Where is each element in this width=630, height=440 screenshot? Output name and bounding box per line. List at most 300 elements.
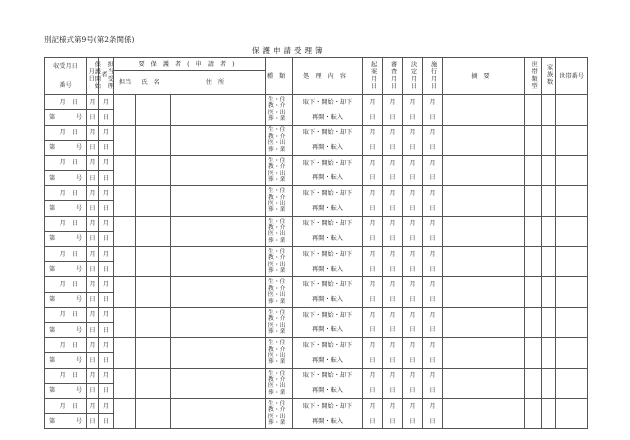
- household-no-cell[interactable]: [556, 125, 588, 155]
- register-title: 保護申請受理簿: [252, 46, 326, 55]
- receipt-date: 月 日: [45, 95, 86, 110]
- name-cell[interactable]: [136, 247, 171, 277]
- header-execution: 施行月日: [423, 58, 443, 95]
- process-options-top: 取下・開始・却下: [302, 159, 353, 167]
- process-options-bottom: 再開・転入: [312, 235, 343, 243]
- protect-start-cell[interactable]: 月 日: [87, 155, 99, 185]
- household-type-cell[interactable]: [525, 399, 542, 429]
- family-count-cell[interactable]: [542, 186, 556, 216]
- type-cell[interactable]: [266, 216, 293, 246]
- type-option: 生・住: [268, 400, 286, 407]
- review-cell[interactable]: 月 日: [383, 125, 403, 155]
- execution-cell[interactable]: 月 日: [423, 155, 443, 185]
- type-option: 葬・業: [268, 146, 286, 153]
- protect-start-cell[interactable]: 月 日: [87, 368, 99, 398]
- household-type-cell[interactable]: [525, 338, 542, 368]
- address-cell[interactable]: [171, 95, 266, 125]
- type-option: 教・介: [268, 225, 286, 231]
- number-prefix: 第: [49, 235, 56, 243]
- name-cell[interactable]: [136, 125, 171, 155]
- process-options-bottom: 再開・転入: [312, 144, 343, 151]
- header-review: 審査月日: [383, 58, 403, 95]
- type-option: 医・出: [268, 413, 286, 420]
- process-cell[interactable]: [293, 277, 363, 307]
- address-cell[interactable]: [171, 368, 266, 398]
- charge-case-cell[interactable]: 月 日: [99, 186, 114, 216]
- charge-cell[interactable]: [114, 399, 136, 429]
- header-draft: 起案月日: [363, 58, 383, 95]
- number-prefix: 第: [49, 144, 56, 152]
- name-cell[interactable]: [136, 186, 171, 216]
- draft-cell[interactable]: 月 日: [363, 338, 383, 368]
- number-prefix: 第: [49, 265, 56, 273]
- header-type: 種類: [266, 58, 293, 95]
- register-row: [45, 247, 588, 277]
- charge-case-cell[interactable]: 月 日: [99, 95, 114, 125]
- process-options-bottom: 再開・転入: [312, 356, 343, 364]
- charge-case-cell[interactable]: 月 日: [99, 399, 114, 429]
- process-options-top: 取下・開始・却下: [302, 190, 353, 198]
- address-cell[interactable]: [171, 125, 266, 155]
- address-cell[interactable]: [171, 307, 266, 337]
- charge-case-cell[interactable]: 月 日: [99, 216, 114, 246]
- number-prefix: 第: [49, 296, 56, 304]
- household-type-cell[interactable]: [525, 186, 542, 216]
- household-no-cell[interactable]: [556, 155, 588, 185]
- charge-cell[interactable]: [114, 277, 136, 307]
- charge-cell[interactable]: [114, 95, 136, 125]
- process-options-bottom: 再開・転入: [312, 295, 343, 303]
- register-row: [45, 216, 588, 246]
- draft-cell[interactable]: 月 日: [363, 399, 383, 429]
- type-option: 医・出: [268, 109, 286, 116]
- household-type-cell[interactable]: [525, 307, 542, 337]
- protect-start-cell[interactable]: 月 日: [87, 95, 99, 125]
- register-row: [45, 277, 588, 307]
- family-count-cell[interactable]: [542, 399, 556, 429]
- header-address: 住所: [205, 78, 231, 86]
- number-suffix: 号: [75, 296, 82, 304]
- process-options-top: 取下・開始・却下: [302, 250, 353, 258]
- summary-cell[interactable]: [443, 338, 525, 368]
- type-cell[interactable]: [266, 95, 293, 125]
- header-receipt: [45, 58, 87, 95]
- name-cell[interactable]: [136, 399, 171, 429]
- receipt-cell[interactable]: [45, 368, 87, 398]
- decision-cell[interactable]: 月 日: [403, 307, 423, 337]
- household-type-cell[interactable]: [525, 277, 542, 307]
- summary-cell[interactable]: [443, 125, 525, 155]
- type-option: 医・出: [268, 170, 286, 177]
- summary-cell[interactable]: [443, 307, 525, 337]
- decision-cell[interactable]: 月 日: [403, 368, 423, 398]
- number-suffix: 号: [75, 356, 82, 364]
- process-cell[interactable]: [293, 307, 363, 337]
- execution-cell[interactable]: 月 日: [423, 368, 443, 398]
- family-count-cell[interactable]: [542, 338, 556, 368]
- process-options-top: 取下・開始・却下: [302, 98, 353, 106]
- process-options-bottom: 再開・転入: [312, 326, 343, 334]
- execution-cell[interactable]: 月 日: [423, 125, 443, 155]
- address-cell[interactable]: [171, 155, 266, 185]
- type-option: 葬・業: [268, 359, 286, 366]
- type-cell[interactable]: [266, 338, 293, 368]
- charge-cell[interactable]: [114, 125, 136, 155]
- protect-start-cell[interactable]: 月 日: [87, 338, 99, 368]
- type-option: 生・住: [268, 127, 286, 134]
- receipt-date: 月 日: [45, 338, 86, 353]
- receipt-date: 月 日: [45, 186, 86, 201]
- header-household-type: 世帯類型: [525, 58, 542, 95]
- process-options-top: 取下・開始・却下: [302, 129, 353, 137]
- number-suffix: 号: [75, 205, 82, 213]
- number-prefix: 第: [49, 417, 56, 425]
- header-decision: 決定月日: [403, 58, 423, 95]
- draft-cell[interactable]: 月 日: [363, 368, 383, 398]
- charge-case-cell[interactable]: 月 日: [99, 368, 114, 398]
- draft-cell[interactable]: 月 日: [363, 125, 383, 155]
- type-cell[interactable]: [266, 307, 293, 337]
- family-count-cell[interactable]: [542, 307, 556, 337]
- type-option: 葬・業: [268, 268, 286, 275]
- household-type-cell[interactable]: [525, 368, 542, 398]
- process-options-top: 取下・開始・却下: [302, 372, 353, 380]
- process-options-bottom: 再開・転入: [312, 417, 343, 425]
- protect-start-cell[interactable]: 月 日: [87, 186, 99, 216]
- number-prefix: 第: [49, 387, 56, 395]
- review-cell[interactable]: 月 日: [383, 399, 403, 429]
- number-suffix: 号: [75, 265, 82, 273]
- form-number-note: 別記様式第9号(第2条関係): [44, 35, 135, 44]
- header-receipt-date: 収受月日: [53, 63, 78, 71]
- draft-cell[interactable]: 月 日: [363, 216, 383, 246]
- process-cell[interactable]: [293, 247, 363, 277]
- charge-cell[interactable]: [114, 216, 136, 246]
- family-count-cell[interactable]: [542, 95, 556, 125]
- type-option: 葬・業: [268, 389, 286, 396]
- execution-cell[interactable]: 月 日: [423, 307, 443, 337]
- decision-cell[interactable]: 月 日: [403, 247, 423, 277]
- name-cell[interactable]: [136, 216, 171, 246]
- draft-cell[interactable]: 月 日: [363, 277, 383, 307]
- type-option: 葬・業: [268, 328, 286, 335]
- review-cell[interactable]: 月 日: [383, 247, 403, 277]
- charge-case-cell[interactable]: 月 日: [99, 277, 114, 307]
- decision-cell[interactable]: 月 日: [403, 125, 423, 155]
- review-cell[interactable]: 月 日: [383, 216, 403, 246]
- type-option: 葬・業: [268, 207, 286, 214]
- draft-cell[interactable]: 月 日: [363, 186, 383, 216]
- type-option: 生・住: [268, 340, 286, 347]
- name-cell[interactable]: [136, 307, 171, 337]
- decision-cell[interactable]: 月 日: [403, 216, 423, 246]
- family-count-cell[interactable]: [542, 216, 556, 246]
- type-option: 教・介: [268, 376, 286, 383]
- name-cell[interactable]: [136, 155, 171, 185]
- name-cell[interactable]: [136, 95, 171, 125]
- header-receipt-number: 番号: [59, 81, 72, 89]
- household-type-cell[interactable]: [525, 216, 542, 246]
- process-options-top: 取下・開始・却下: [302, 342, 353, 350]
- execution-cell[interactable]: 月 日: [423, 216, 443, 246]
- review-cell[interactable]: 月 日: [383, 277, 403, 307]
- charge-cell[interactable]: [114, 186, 136, 216]
- household-type-cell[interactable]: [525, 95, 542, 125]
- type-option: 生・住: [268, 218, 286, 225]
- family-count-cell[interactable]: [542, 155, 556, 185]
- decision-cell[interactable]: 月 日: [403, 186, 423, 216]
- summary-cell[interactable]: [443, 399, 525, 429]
- number-prefix: 第: [49, 113, 56, 121]
- receipt-cell[interactable]: [45, 399, 87, 429]
- summary-cell[interactable]: [443, 95, 525, 125]
- type-option: 医・出: [268, 352, 286, 359]
- decision-cell[interactable]: 月 日: [403, 399, 423, 429]
- type-option: 教・介: [268, 346, 286, 353]
- number-suffix: 号: [75, 235, 82, 243]
- charge-case-cell[interactable]: 月 日: [99, 307, 114, 337]
- type-option: 医・出: [268, 231, 286, 238]
- process-cell[interactable]: [293, 95, 363, 125]
- type-cell[interactable]: [266, 399, 293, 429]
- type-option: 教・介: [268, 194, 286, 201]
- family-count-cell[interactable]: [542, 125, 556, 155]
- review-cell[interactable]: 月 日: [383, 307, 403, 337]
- register-row: [45, 307, 588, 337]
- receipt-cell[interactable]: [45, 125, 87, 155]
- number-prefix: 第: [49, 174, 56, 182]
- header-charge-case: 担当受理者: [99, 58, 114, 95]
- process-options-bottom: 再開・転入: [312, 113, 343, 121]
- type-option: 生・住: [268, 370, 286, 377]
- charge-cell[interactable]: [114, 338, 136, 368]
- process-options-bottom: 再開・転入: [312, 265, 343, 273]
- charge-cell[interactable]: [114, 155, 136, 185]
- type-option: 医・出: [268, 140, 286, 147]
- receipt-date: 月 日: [45, 247, 86, 262]
- process-cell[interactable]: [293, 399, 363, 429]
- header-protect-start: 保護開始月日: [87, 58, 99, 95]
- decision-cell[interactable]: 月 日: [403, 155, 423, 185]
- execution-cell[interactable]: 月 日: [423, 186, 443, 216]
- receipt-date: 月 日: [45, 217, 86, 232]
- type-cell[interactable]: [266, 186, 293, 216]
- type-option: 葬・業: [268, 298, 286, 305]
- charge-case-cell[interactable]: 月 日: [99, 125, 114, 155]
- address-cell[interactable]: [171, 186, 266, 216]
- process-cell[interactable]: [293, 368, 363, 398]
- protect-start-cell[interactable]: 月 日: [87, 125, 99, 155]
- header-process: 処理内容: [293, 58, 363, 95]
- type-option: 生・住: [268, 279, 286, 286]
- household-no-cell[interactable]: [556, 277, 588, 307]
- type-option: 生・住: [268, 188, 286, 195]
- header-family-count: 家族数: [542, 58, 556, 95]
- process-cell[interactable]: [293, 186, 363, 216]
- number-suffix: 号: [75, 417, 82, 425]
- type-option: 医・出: [268, 292, 286, 299]
- draft-cell[interactable]: 月 日: [363, 307, 383, 337]
- type-option: 教・介: [268, 103, 286, 110]
- receipt-date: 月 日: [45, 308, 86, 323]
- number-prefix: 第: [49, 205, 56, 213]
- receipt-date: 月 日: [45, 369, 86, 384]
- process-options-bottom: 再開・転入: [312, 387, 343, 395]
- number-suffix: 号: [75, 326, 82, 334]
- execution-cell[interactable]: 月 日: [423, 247, 443, 277]
- process-cell[interactable]: [293, 125, 363, 155]
- family-count-cell[interactable]: [542, 247, 556, 277]
- name-cell[interactable]: [136, 277, 171, 307]
- household-no-cell[interactable]: [556, 368, 588, 398]
- review-cell[interactable]: 月 日: [383, 95, 403, 125]
- household-no-cell[interactable]: [556, 307, 588, 337]
- header-applicant-group: [114, 58, 266, 95]
- summary-cell[interactable]: [443, 368, 525, 398]
- type-option: 教・介: [268, 316, 286, 323]
- type-option: 教・介: [268, 255, 286, 262]
- charge-case-cell[interactable]: 月 日: [99, 155, 114, 185]
- type-option: 医・出: [268, 200, 286, 207]
- type-option: 教・介: [268, 407, 286, 414]
- receipt-date: 月 日: [45, 156, 86, 171]
- name-cell[interactable]: [136, 338, 171, 368]
- household-no-cell[interactable]: [556, 186, 588, 216]
- summary-cell[interactable]: [443, 186, 525, 216]
- household-no-cell[interactable]: [556, 247, 588, 277]
- process-options-top: 取下・開始・却下: [302, 281, 353, 289]
- type-option: 教・介: [268, 133, 286, 140]
- household-type-cell[interactable]: [525, 155, 542, 185]
- type-cell[interactable]: [266, 247, 293, 277]
- register-row: [45, 155, 588, 185]
- decision-cell[interactable]: 月 日: [403, 338, 423, 368]
- process-options-top: 取下・開始・却下: [302, 311, 353, 319]
- protect-start-cell[interactable]: 月 日: [87, 247, 99, 277]
- draft-cell[interactable]: 月 日: [363, 95, 383, 125]
- type-option: 生・住: [268, 157, 286, 164]
- header-row: [45, 58, 588, 95]
- number-suffix: 号: [75, 113, 82, 121]
- protect-start-cell[interactable]: 月 日: [87, 307, 99, 337]
- summary-cell[interactable]: [443, 216, 525, 246]
- type-option: 葬・業: [268, 176, 286, 183]
- type-cell[interactable]: [266, 368, 293, 398]
- charge-cell[interactable]: [114, 247, 136, 277]
- receipt-cell[interactable]: [45, 277, 87, 307]
- execution-cell[interactable]: 月 日: [423, 338, 443, 368]
- household-no-cell[interactable]: [556, 399, 588, 429]
- charge-cell[interactable]: [114, 368, 136, 398]
- register-row: [45, 399, 588, 429]
- register-row: [45, 186, 588, 216]
- household-type-cell[interactable]: [525, 247, 542, 277]
- protect-start-cell[interactable]: 月 日: [87, 399, 99, 429]
- name-cell[interactable]: [136, 368, 171, 398]
- address-cell[interactable]: [171, 277, 266, 307]
- household-no-cell[interactable]: [556, 216, 588, 246]
- receipt-cell[interactable]: [45, 155, 87, 185]
- receipt-cell[interactable]: [45, 307, 87, 337]
- protect-start-cell[interactable]: 月 日: [87, 277, 99, 307]
- type-option: 教・介: [268, 285, 286, 292]
- process-cell[interactable]: [293, 338, 363, 368]
- receipt-cell[interactable]: [45, 95, 87, 125]
- number-prefix: 第: [49, 356, 56, 364]
- address-cell[interactable]: [171, 247, 266, 277]
- header-applicant-label: 要保護者(申請者): [114, 59, 265, 71]
- type-cell[interactable]: [266, 125, 293, 155]
- review-cell[interactable]: 月 日: [383, 338, 403, 368]
- type-cell[interactable]: [266, 277, 293, 307]
- process-cell[interactable]: [293, 216, 363, 246]
- number-prefix: 第: [49, 326, 56, 334]
- execution-cell[interactable]: 月 日: [423, 277, 443, 307]
- family-count-cell[interactable]: [542, 277, 556, 307]
- charge-cell[interactable]: [114, 307, 136, 337]
- receipt-cell[interactable]: [45, 216, 87, 246]
- type-option: 教・介: [268, 164, 286, 171]
- summary-cell[interactable]: [443, 277, 525, 307]
- number-suffix: 号: [75, 387, 82, 395]
- process-options-top: 取下・開始・却下: [302, 220, 353, 228]
- draft-cell[interactable]: 月 日: [363, 247, 383, 277]
- type-option: 生・住: [268, 309, 286, 316]
- type-option: 医・出: [268, 383, 286, 390]
- charge-case-cell[interactable]: 月 日: [99, 338, 114, 368]
- address-cell[interactable]: [171, 399, 266, 429]
- household-type-cell[interactable]: [525, 125, 542, 155]
- register-row: [45, 95, 588, 125]
- household-no-cell[interactable]: [556, 95, 588, 125]
- process-options-top: 取下・開始・却下: [302, 402, 353, 410]
- register-row: [45, 125, 588, 155]
- number-suffix: 号: [75, 174, 82, 182]
- summary-cell[interactable]: [443, 155, 525, 185]
- review-cell[interactable]: 月 日: [383, 186, 403, 216]
- header-charge: 担当: [118, 78, 132, 86]
- review-cell[interactable]: 月 日: [383, 368, 403, 398]
- receipt-date: 月 日: [45, 126, 86, 141]
- address-cell[interactable]: [171, 216, 266, 246]
- summary-cell[interactable]: [443, 247, 525, 277]
- header-household-no: 世帯番号: [556, 58, 588, 95]
- execution-cell[interactable]: 月 日: [423, 399, 443, 429]
- receipt-cell[interactable]: [45, 247, 87, 277]
- receipt-cell[interactable]: [45, 186, 87, 216]
- decision-cell[interactable]: 月 日: [403, 95, 423, 125]
- type-option: 葬・業: [268, 237, 286, 244]
- number-suffix: 号: [75, 144, 82, 152]
- charge-case-cell[interactable]: 月 日: [99, 247, 114, 277]
- type-option: 生・住: [268, 249, 286, 256]
- draft-cell[interactable]: 月 日: [363, 155, 383, 185]
- header-summary: 摘要: [443, 58, 525, 95]
- receipt-cell[interactable]: [45, 338, 87, 368]
- execution-cell[interactable]: 月 日: [423, 95, 443, 125]
- process-options-bottom: 再開・転入: [312, 174, 343, 182]
- address-cell[interactable]: [171, 338, 266, 368]
- type-cell[interactable]: [266, 155, 293, 185]
- process-cell[interactable]: [293, 155, 363, 185]
- decision-cell[interactable]: 月 日: [403, 277, 423, 307]
- family-count-cell[interactable]: [542, 368, 556, 398]
- type-option: 医・出: [268, 322, 286, 329]
- protect-start-cell[interactable]: 月 日: [87, 216, 99, 246]
- type-option: 葬・業: [268, 420, 286, 427]
- household-no-cell[interactable]: [556, 338, 588, 368]
- review-cell[interactable]: 月 日: [383, 155, 403, 185]
